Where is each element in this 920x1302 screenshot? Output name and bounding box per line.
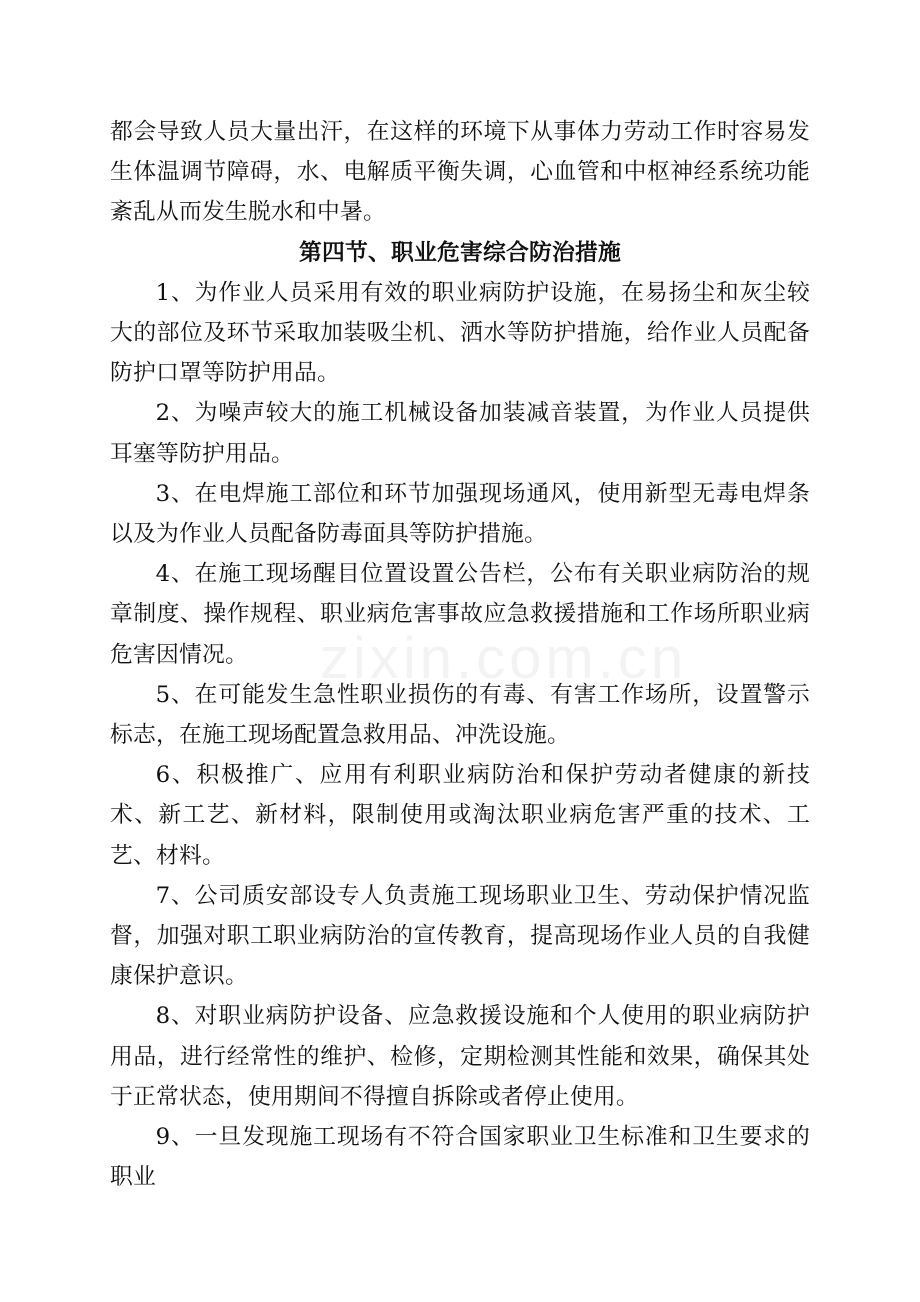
continued-paragraph: 都会导致人员大量出汗，在这样的环境下从事体力劳动工作时容易发生体温调节障碍，水、电解质平衡失调，心血管和中枢神经系统功能紊乱从而发生脱水和中暑。: [110, 119, 810, 226]
list-item-1: 1、为作业人员采用有效的职业病防护设施，在易扬尘和灰尘较大的部位及环节采取加装吸尘机、洒水等防护措施，给作业人员配备防护口罩等防护用品。: [110, 279, 810, 387]
document-body: [110, 112, 810, 1197]
list-item-5: 5、在可能发生急性职业损伤的有毒、有害工作场所，设置警示标志，在施工现场配置急救用品、冲洗设施。: [110, 681, 810, 749]
section-title: 第四节、职业危害综合防治措施: [299, 239, 621, 266]
list-item-2: 2、为噪声较大的施工机械设备加装减音装置，为作业人员提供耳塞等防护用品。: [110, 400, 810, 467]
watermark: zixin.com.cn: [320, 626, 688, 691]
list-item-3: 3、在电焊施工部位和环节加强现场通风，使用新型无毒电焊条以及为作业人员配备防毒面具等防护措施。: [110, 480, 810, 548]
list-item-9: 9、一旦发现施工现场有不符合国家职业卫生标准和卫生要求的职业: [110, 1124, 810, 1191]
list-item-6: 6、积极推广、应用有利职业病防治和保护劳动者健康的新技术、新工艺、新材料，限制使用或淘汰职业病危害严重的技术、工艺、材料。: [110, 762, 810, 869]
list-item-4: 4、在施工现场醒目位置设置公告栏，公布有关职业病防治的规章制度、操作规程、职业病危害事故应急救援措施和工作场所职业病危害因情况。: [110, 561, 810, 668]
list-item-8: 8、对职业病防护设备、应急救援设施和个人使用的职业病防护用品，进行经常性的维护、检修，定期检测其性能和效果，确保其处于正常状态，使用期间不得擅自拆除或者停止使用。: [110, 1003, 810, 1110]
list-item-7: 7、公司质安部设专人负责施工现场职业卫生、劳动保护情况监督，加强对职工职业病防治的宣传教育，提高现场作业人员的自我健康保护意识。: [110, 882, 810, 990]
